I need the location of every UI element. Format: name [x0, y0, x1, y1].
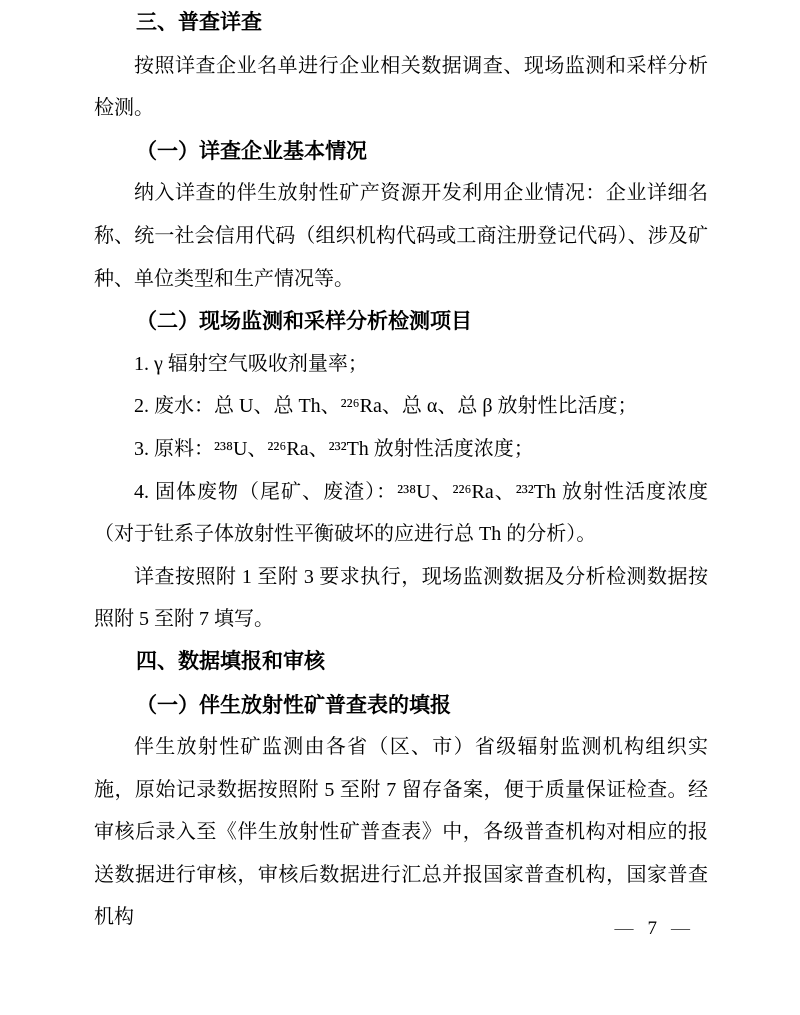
paragraph: 纳入详查的伴生放射性矿产资源开发利用企业情况：企业详细名称、统一社会信用代码（组织机构代码或工商注册登记代码）、涉及矿种、单位类型和生产情况等。 — [94, 182, 708, 290]
paragraph: 按照详查企业名单进行企业相关数据调查、现场监测和采样分析检测。 — [94, 54, 708, 120]
section-heading: 三、普查详查 — [136, 11, 262, 34]
paragraph: 3. 原料：²³⁸U、²²⁶Ra、²³²Th 放射性活度浓度； — [134, 437, 534, 460]
paragraph: 详查按照附 1 至附 3 要求执行，现场监测数据及分析检测数据按照附 5 至附 7 填写。 — [94, 565, 708, 631]
paragraph: 2. 废水：总 U、总 Th、²²⁶Ra、总 α、总 β 放射性比活度； — [134, 395, 638, 418]
section-heading: （二）现场监测和采样分析检测项目 — [136, 309, 472, 334]
page-number: 7 — [647, 918, 657, 939]
paragraph: 1. γ 辐射空气吸收剂量率； — [134, 352, 368, 375]
footer-left-dash: — — [614, 918, 634, 939]
section-heading: 四、数据填报和审核 — [136, 649, 325, 673]
page-footer — [504, 908, 704, 950]
paragraph: 伴生放射性矿监测由各省（区、市）省级辐射监测机构组织实施，原始记录数据按照附 5 至附 7 留存备案，便于质量保证检查。经审核后录入至《伴生放射性矿普查表》中，各级普查机构对相应的报送数据进行审核，审核后数据进行汇总并报国家普查机构，国家普查机构 — [94, 736, 708, 929]
paragraph: 4. 固体废物（尾矿、废渣）：²³⁸U、²²⁶Ra、²³²Th 放射性活度浓度（对于钍系子体放射性平衡破坏的应进行总 Th 的分析）。 — [94, 480, 708, 546]
section-heading: （一）伴生放射性矿普查表的填报 — [136, 692, 451, 717]
footer-right-dash: — — [671, 918, 690, 939]
section-heading: （一）详查企业基本情况 — [136, 138, 367, 163]
document-body — [94, 2, 708, 939]
